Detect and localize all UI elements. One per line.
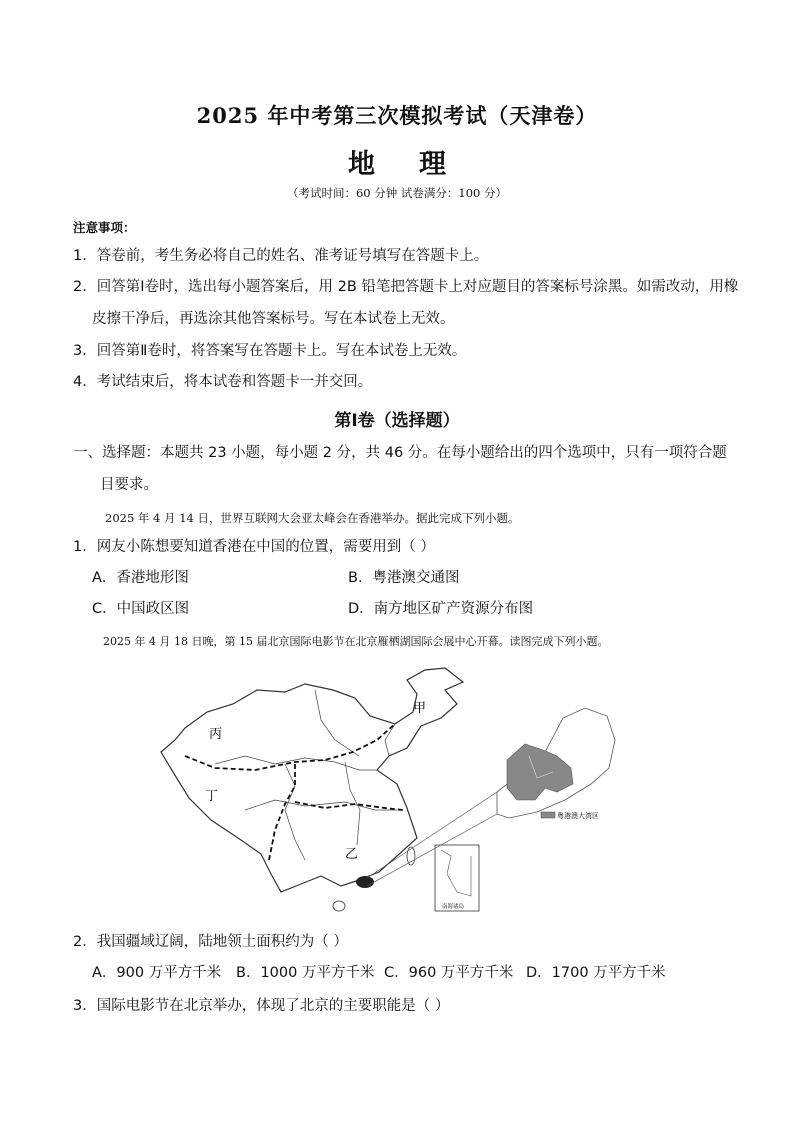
section-instruction-cont: 目要求。 xyxy=(100,477,158,493)
scs-label: 南海诸岛 xyxy=(442,904,465,910)
q1-option-b: B．粤港澳交通图 xyxy=(348,570,460,586)
context-text-1: 2025 年 4 月 14 日，世界互联网大会亚太峰会在香港举办。据此完成下列小题。 xyxy=(105,511,520,525)
section-title: 第Ⅰ卷（选择题） xyxy=(334,411,460,431)
greater-bay-area-marker xyxy=(356,876,374,888)
region-label-bing: 丙 xyxy=(209,727,223,742)
gba-legend-label: 粤港澳大湾区 xyxy=(557,812,599,820)
subject-title xyxy=(0,142,794,181)
section-instruction: 一、选择题：本题共 23 小题，每小题 2 分，共 46 分。在每小题给出的四个选项中，只有一项符合题 xyxy=(73,445,727,461)
question-2-stem: 2．我国疆域辽阔，陆地领土面积约为（ ） xyxy=(73,934,348,950)
region-label-jia: 甲 xyxy=(413,701,427,716)
subject-char-1: 地 xyxy=(348,149,375,180)
question-3-stem: 3．国际电影节在北京举办，体现了北京的主要职能是（ ） xyxy=(73,998,450,1014)
note-item: 3．回答第Ⅱ卷时，将答案写在答题卡上。写在本试卷上无效。 xyxy=(73,343,467,359)
question-1-stem: 1．网友小陈想要知道香港在中国的位置，需要用到（ ） xyxy=(73,539,435,555)
context-text-2: 2025 年 4 月 18 日晚，第 15 届北京国际电影节在北京雁栖湖国际会展中心开幕。读图完成下列小题。 xyxy=(103,635,609,648)
note-item: 4．考试结束后，将本试卷和答题卡一并交回。 xyxy=(73,374,373,390)
note-item: 皮擦干净后，再选涂其他答案标号。写在本试卷上无效。 xyxy=(92,311,455,327)
q2-option-a: A．900 万平方千米 xyxy=(92,965,222,981)
q1-option-c: C．中国政区图 xyxy=(92,601,190,617)
q2-option-c: C．960 万平方千米 xyxy=(384,965,514,981)
south-china-sea-inset xyxy=(435,845,479,911)
region-label-yi: 乙 xyxy=(345,847,359,862)
note-item: 2．回答第Ⅰ卷时，选出每小题答案后，用 2B 铅笔把答题卡上对应题目的答案标号涂黑。如需改动，用橡 xyxy=(73,279,739,295)
notes-heading: 注意事项： xyxy=(73,220,136,235)
q2-option-d: D．1700 万平方千米 xyxy=(526,965,666,981)
q2-option-b: B．1000 万平方千米 xyxy=(236,965,375,981)
subject-char-2: 理 xyxy=(419,149,446,180)
region-label-ding: 丁 xyxy=(205,789,219,804)
q1-option-d: D．南方地区矿产资源分布图 xyxy=(348,601,534,617)
note-item: 1．答卷前，考生务必将自己的姓名、准考证号填写在答题卡上。 xyxy=(73,248,489,264)
q1-option-a: A．香港地形图 xyxy=(92,570,189,586)
exam-info: （考试时间：60 分钟 试卷满分：100 分） xyxy=(286,186,508,200)
china-map-figure xyxy=(145,660,625,920)
exam-title: 2025 年中考第三次模拟考试（天津卷） xyxy=(196,103,598,128)
gba-legend-swatch xyxy=(541,812,555,818)
region-boundary-qinghai-tibet xyxy=(269,764,295,860)
